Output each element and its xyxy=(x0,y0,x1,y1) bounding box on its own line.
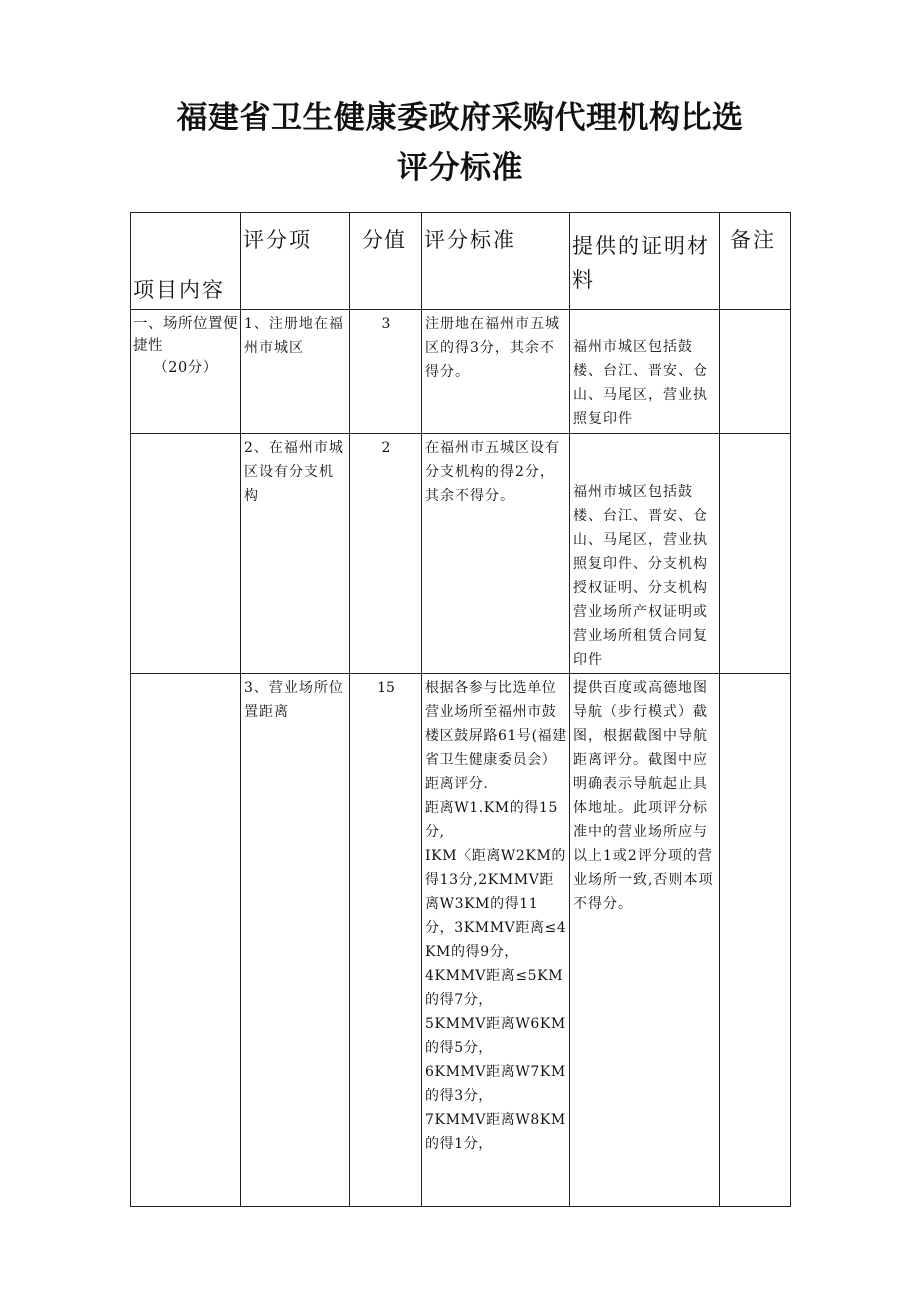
scoring-table xyxy=(130,212,791,1207)
header-standard: 评分标准 xyxy=(424,228,516,252)
material-cell xyxy=(570,434,720,674)
item-text: 3、营业场所位置距离 xyxy=(244,680,344,720)
material-text: 福州市城区包括鼓楼、台江、晋安、仓山、马尾区，营业执照复印件 xyxy=(573,339,708,427)
score-value: 3 xyxy=(381,316,391,332)
document-title-line1: 福建省卫生健康委政府采购代理机构比选 xyxy=(176,100,744,136)
note-text xyxy=(720,434,790,436)
standard-line: IKM〈距离W2KM的得13分,2KMMV距离W3KM的得11分，3KMMV距离≤4KM的得9分， xyxy=(425,848,567,960)
note-text xyxy=(720,310,790,312)
item-cell xyxy=(241,434,350,674)
item-cell xyxy=(241,310,350,434)
standard-line: 4KMMV距离≤5KM的得7分， xyxy=(425,968,564,1008)
header-material-cell xyxy=(570,213,720,310)
header-note-cell xyxy=(720,213,791,310)
category-cell-empty xyxy=(131,674,241,1207)
standard-line: 6KMMV距离W7KM的得3分， xyxy=(425,1064,566,1104)
standard-line: 7KMMV距离W8KM的得1分， xyxy=(425,1112,566,1152)
note-cell xyxy=(720,310,791,434)
header-material: 提供的证明材料 xyxy=(572,234,710,292)
category-points: （20分） xyxy=(153,360,218,376)
header-item: 评分项 xyxy=(243,228,312,252)
material-cell xyxy=(570,674,720,1207)
note-cell xyxy=(720,434,791,674)
score-value: 2 xyxy=(381,440,391,456)
standard-line: 根据各参与比选单位营业场所至福州市鼓楼区鼓屏路61号(福建省卫生健康委员会）距离评分. xyxy=(425,680,567,792)
material-text: 福州市城区包括鼓楼、台江、晋安、仓山、马尾区，营业执照复印件、分支机构授权证明、分支机构营业场所产权证明或营业场所租赁合同复印件 xyxy=(573,484,708,668)
standard-cell xyxy=(422,310,570,434)
standard-cell xyxy=(422,674,570,1207)
score-value: 15 xyxy=(377,680,395,696)
category-cell-empty xyxy=(131,434,241,674)
header-score: 分值 xyxy=(362,228,406,252)
standard-line: 5KMMV距离W6KM的得5分， xyxy=(425,1016,566,1056)
standard-cell xyxy=(422,434,570,674)
material-cell xyxy=(570,310,720,434)
header-note: 备注 xyxy=(730,228,776,252)
note-cell xyxy=(720,674,791,1207)
header-score-cell xyxy=(350,213,422,310)
score-cell xyxy=(350,434,422,674)
standard-text: 注册地在福州市五城区的得3分，其余不得分。 xyxy=(425,316,560,380)
document-title-line2: 评分标准 xyxy=(397,150,523,186)
score-cell xyxy=(350,310,422,434)
note-text xyxy=(720,674,790,676)
standard-text: 在福州市五城区设有分支机构的得2分，其余不得分。 xyxy=(425,440,560,504)
table-row xyxy=(131,310,791,434)
table-row xyxy=(131,674,791,1207)
header-content: 项目内容 xyxy=(133,278,225,302)
header-standard-cell xyxy=(422,213,570,310)
table-row xyxy=(131,434,791,674)
item-text: 2、在福州市城区设有分支机构 xyxy=(244,440,344,504)
score-cell xyxy=(350,674,422,1207)
header-item-cell xyxy=(241,213,350,310)
header-row xyxy=(131,213,791,310)
standard-line: 距离W1.KM的得15分, xyxy=(425,800,558,840)
item-text: 1、注册地在福州市城区 xyxy=(244,316,344,356)
category-name: 一、场所位置便捷性 xyxy=(133,316,238,354)
material-text: 提供百度或高德地图导航（步行模式）截图，根据截图中导航距离评分。截图中应明确表示导航起止具体地址。此项评分标准中的营业场所应与以上1或2评分项的营业场所一致,否则本项不得分。 xyxy=(573,680,714,912)
header-content-cell xyxy=(131,213,241,310)
category-cell xyxy=(131,310,241,434)
item-cell xyxy=(241,674,350,1207)
